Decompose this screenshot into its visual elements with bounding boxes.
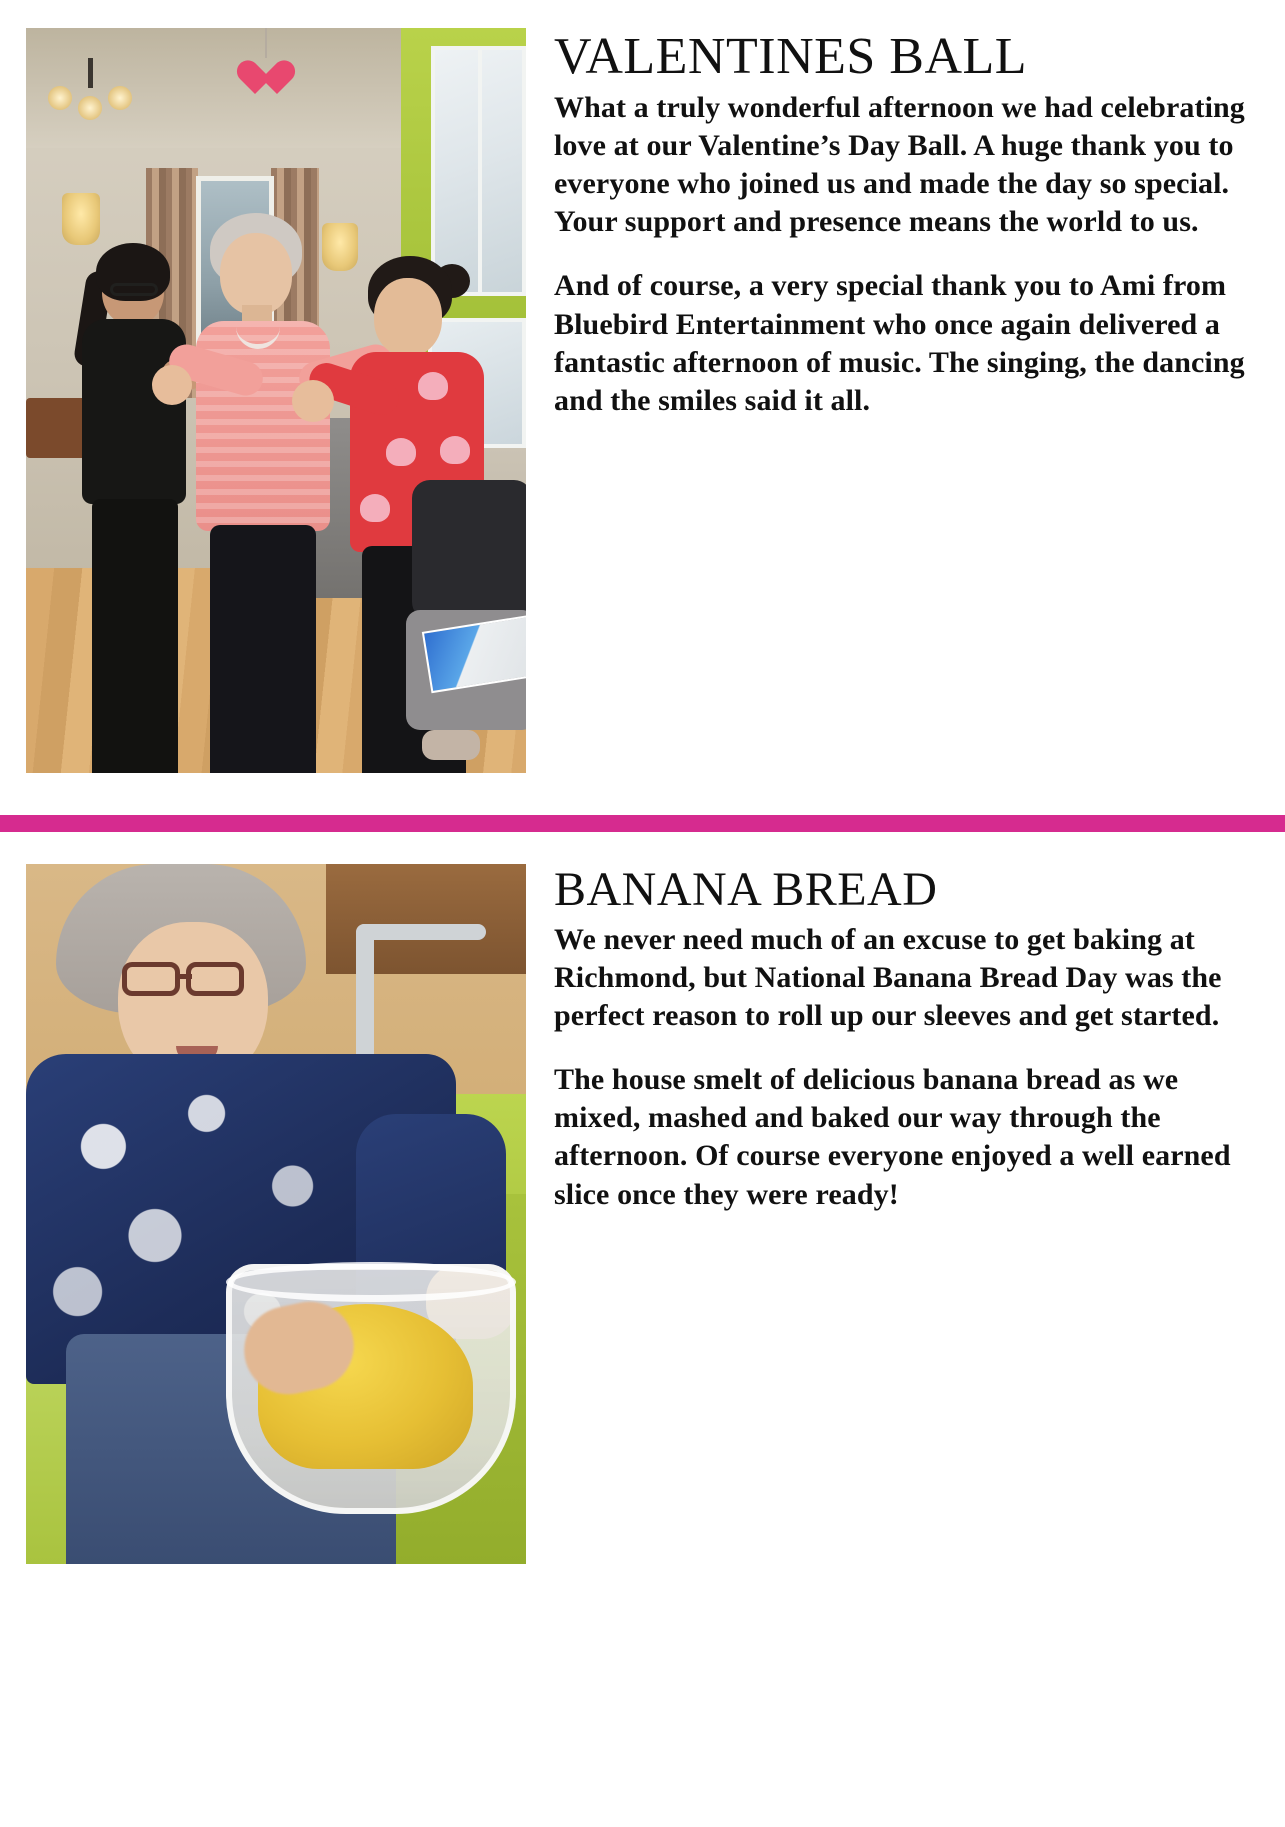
section-divider bbox=[0, 815, 1285, 832]
valentines-headline: VALENTINES BALL bbox=[554, 28, 1028, 85]
hanging-string bbox=[265, 28, 267, 58]
banana-bread-body bbox=[554, 921, 1255, 1214]
banana-bread-text-column bbox=[526, 864, 1255, 1214]
handrail-horizontal bbox=[356, 924, 486, 940]
eyeglasses-left-lens bbox=[122, 962, 180, 996]
banana-bread-photo bbox=[26, 864, 526, 1564]
mixing-bowl-rim bbox=[226, 1262, 516, 1302]
article-banana-bread bbox=[0, 832, 1285, 1564]
valentines-ball-photo bbox=[26, 28, 526, 773]
valentines-text-column bbox=[526, 28, 1255, 420]
hanging-heart-decoration bbox=[244, 56, 288, 98]
article-valentines-ball bbox=[0, 0, 1285, 773]
eyeglasses bbox=[110, 283, 158, 296]
wall-light-left bbox=[62, 193, 100, 245]
eyeglasses-right-lens bbox=[186, 962, 244, 996]
window-mullion bbox=[478, 46, 482, 296]
valentines-paragraph-2: And of course, a very special thank you to Ami from Bluebird Entertainment who once again delivered a fantastic afternoon of music. The singing, the dancing and the smiles said it all. bbox=[554, 269, 1245, 417]
chandelier bbox=[44, 58, 140, 128]
banana-bread-paragraph-2: The house smelt of delicious banana bread as we mixed, mashed and baked our way through the afternoon. Of course everyone enjoyed a well earned slice once they were ready! bbox=[554, 1063, 1231, 1211]
banana-bread-paragraph-1: We never need much of an excuse to get baking at Richmond, but National Banana Bread Day was the perfect reason to roll up our sleeves and get started. bbox=[554, 922, 1222, 1033]
valentines-photo-column bbox=[26, 28, 526, 773]
banana-bread-photo-column bbox=[26, 864, 526, 1564]
valentines-paragraph-1: What a truly wonderful afternoon we had celebrating love at our Valentine’s Day Ball. A huge thank you to everyone who joined us and made the day so special. Your support and presence means the world to us. bbox=[554, 91, 1245, 239]
resident-centre bbox=[186, 213, 346, 773]
carer-left bbox=[74, 253, 194, 773]
eyeglasses-bridge bbox=[178, 974, 192, 979]
banana-bread-headline: BANANA BREAD bbox=[554, 863, 938, 916]
valentines-body bbox=[554, 89, 1255, 420]
